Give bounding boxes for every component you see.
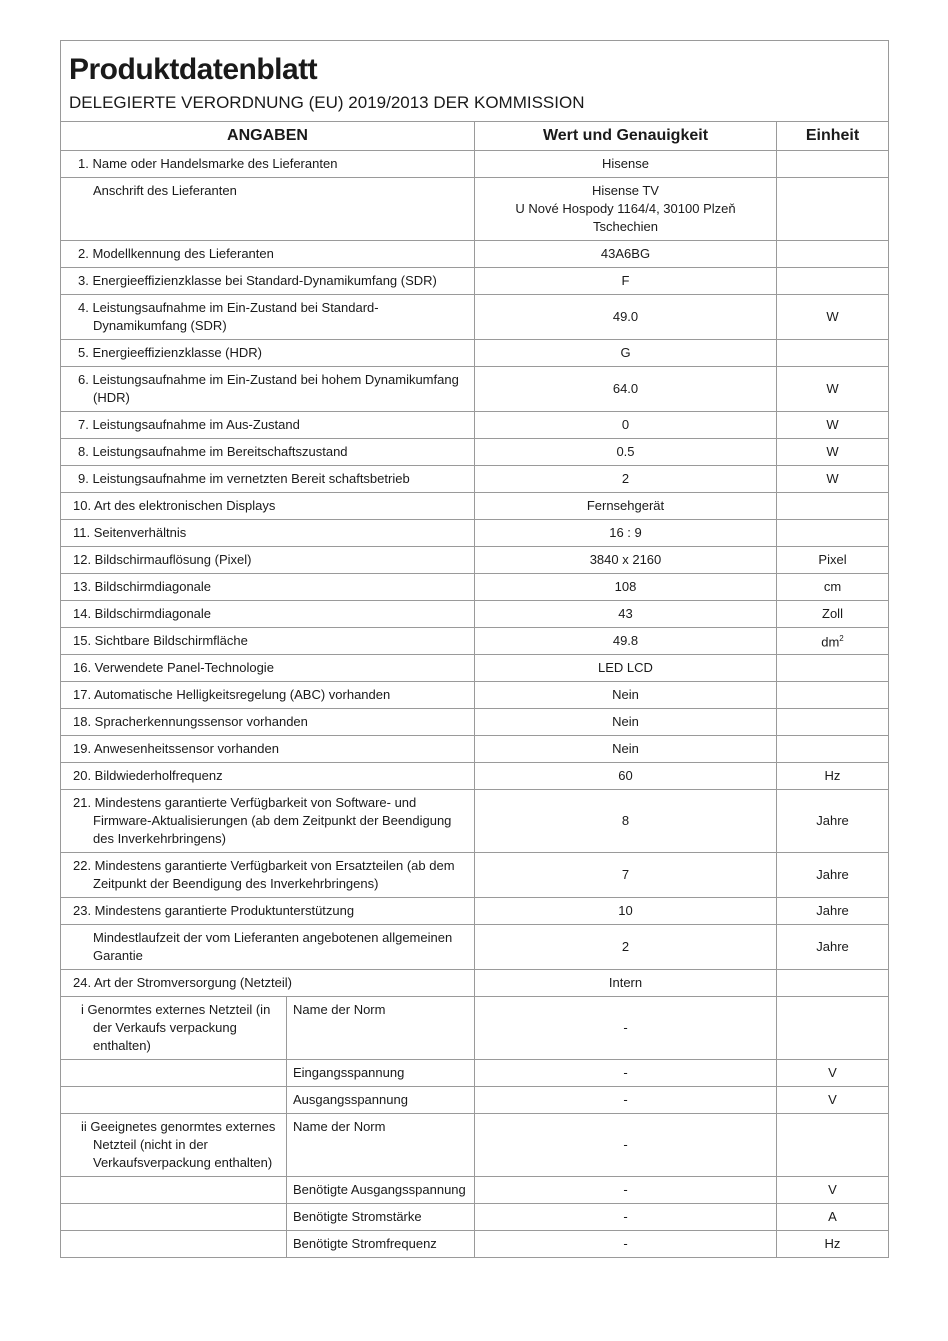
psu-item-value: - [475, 1087, 777, 1114]
product-data-sheet [60, 40, 888, 1258]
title-row [61, 41, 889, 122]
table-row [61, 898, 889, 925]
psu-group-empty [61, 1231, 287, 1258]
row-label: 12. Bildschirmauflösung (Pixel) [61, 547, 475, 574]
unit-text: Zoll [822, 606, 843, 621]
row-value: 8 [475, 790, 777, 853]
psu-item-value: - [475, 1177, 777, 1204]
table-row [61, 439, 889, 466]
psu-group-empty [61, 1087, 287, 1114]
row-label: 2. Modellkennung des Lieferanten [61, 241, 475, 268]
row-label: 24. Art der Stromversorgung (Netzteil) [61, 970, 475, 997]
row-value [475, 178, 777, 241]
table-row [61, 268, 889, 295]
row-label: 22. Mindestens garantierte Verfügbarkeit von Ersatzteilen (ab dem Zeitpunkt der Beendigung des Inverkehrbringens) [61, 853, 475, 898]
row-unit [777, 241, 889, 268]
row-unit [777, 709, 889, 736]
unit-text: W [826, 417, 839, 432]
row-unit [777, 763, 889, 790]
unit-text: Jahre [816, 903, 849, 918]
row-label: 16. Verwendete Panel-Technologie [61, 655, 475, 682]
psu-item-value: - [475, 997, 777, 1060]
table-row [61, 412, 889, 439]
row-unit [777, 295, 889, 340]
psu-row [61, 1060, 889, 1087]
psu-item-unit: A [777, 1204, 889, 1231]
row-value: 16 : 9 [475, 520, 777, 547]
psu-item-value: - [475, 1204, 777, 1231]
psu-rows [61, 997, 889, 1258]
psu-group-label: ii Geeignetes genormtes externes Netzteil (nicht in der Verkaufsverpackung enthalten) [61, 1114, 287, 1177]
row-label: 17. Automatische Helligkeitsregelung (ABC) vorhanden [61, 682, 475, 709]
table-row [61, 241, 889, 268]
row-value: 49.0 [475, 295, 777, 340]
row-label: 11. Seitenverhältnis [61, 520, 475, 547]
table-row [61, 466, 889, 493]
row-unit [777, 439, 889, 466]
unit-text: W [826, 471, 839, 486]
row-unit [777, 178, 889, 241]
title-cell [61, 41, 889, 122]
psu-item-unit: V [777, 1177, 889, 1204]
column-header-angaben: ANGABEN [61, 122, 475, 151]
row-label: 18. Spracherkennungssensor vorhanden [61, 709, 475, 736]
row-value: 2 [475, 466, 777, 493]
table-row [61, 574, 889, 601]
psu-item-value: - [475, 1060, 777, 1087]
row-unit [777, 736, 889, 763]
row-label: 3. Energieeffizienzklasse bei Standard-Dynamikumfang (SDR) [61, 268, 475, 295]
row-label: 9. Leistungsaufnahme im vernetzten Bereit schaftsbetrieb [61, 466, 475, 493]
psu-item-name: Eingangsspannung [287, 1060, 475, 1087]
row-unit [777, 898, 889, 925]
psu-item-name: Name der Norm [287, 997, 475, 1060]
table-row [61, 970, 889, 997]
row-value: 49.8 [475, 628, 777, 655]
table-row [61, 628, 889, 655]
row-value: Nein [475, 682, 777, 709]
row-unit [777, 412, 889, 439]
row-unit [777, 970, 889, 997]
row-value: LED LCD [475, 655, 777, 682]
row-value: Fernsehgerät [475, 493, 777, 520]
row-label: 23. Mindestens garantierte Produktunterstützung [61, 898, 475, 925]
row-label: Anschrift des Lieferanten [61, 178, 475, 241]
row-value: Intern [475, 970, 777, 997]
row-unit [777, 655, 889, 682]
row-label: 13. Bildschirmdiagonale [61, 574, 475, 601]
psu-row [61, 1177, 889, 1204]
address-line: Tschechien [592, 219, 659, 234]
row-label: 14. Bildschirmdiagonale [61, 601, 475, 628]
psu-item-name: Name der Norm [287, 1114, 475, 1177]
unit-superscript: 2 [839, 634, 844, 644]
page-title: Produktdatenblatt [69, 53, 318, 86]
table-row [61, 655, 889, 682]
row-label: 6. Leistungsaufnahme im Ein-Zustand bei hohem Dynamikumfang (HDR) [61, 367, 475, 412]
psu-item-unit [777, 997, 889, 1060]
unit-text: W [826, 381, 839, 396]
row-label: Mindestlaufzeit der vom Lieferanten angebotenen allgemeinen Garantie [61, 925, 475, 970]
row-value: F [475, 268, 777, 295]
row-label: 4. Leistungsaufnahme im Ein-Zustand bei Standard-Dynamikumfang (SDR) [61, 295, 475, 340]
table-row [61, 709, 889, 736]
table-row [61, 340, 889, 367]
row-value: 64.0 [475, 367, 777, 412]
table-row [61, 547, 889, 574]
row-label: 15. Sichtbare Bildschirmfläche [61, 628, 475, 655]
row-value: 108 [475, 574, 777, 601]
table-row [61, 178, 889, 241]
table-row [61, 601, 889, 628]
row-unit [777, 268, 889, 295]
unit-text: Pixel [818, 552, 847, 567]
unit-text: cm [823, 579, 842, 594]
psu-group-empty [61, 1177, 287, 1204]
row-value: Nein [475, 709, 777, 736]
table-row [61, 682, 889, 709]
spec-rows [61, 151, 889, 997]
psu-row [61, 1231, 889, 1258]
row-value: Nein [475, 736, 777, 763]
row-value: 2 [475, 925, 777, 970]
row-value: 7 [475, 853, 777, 898]
column-header-einheit: Einheit [777, 122, 889, 151]
table-row [61, 520, 889, 547]
row-label: 7. Leistungsaufnahme im Aus-Zustand [61, 412, 475, 439]
row-value: G [475, 340, 777, 367]
row-unit [777, 493, 889, 520]
row-unit [777, 340, 889, 367]
table-row [61, 925, 889, 970]
psu-item-value: - [475, 1114, 777, 1177]
row-label: 8. Leistungsaufnahme im Bereitschaftszustand [61, 439, 475, 466]
psu-item-unit: Hz [777, 1231, 889, 1258]
row-unit [777, 547, 889, 574]
row-unit [777, 466, 889, 493]
psu-group-empty [61, 1060, 287, 1087]
table-row [61, 763, 889, 790]
row-unit [777, 682, 889, 709]
spec-table [60, 40, 889, 1258]
row-value: 0 [475, 412, 777, 439]
row-label: 10. Art des elektronischen Displays [61, 493, 475, 520]
psu-group-empty [61, 1204, 287, 1231]
table-row [61, 790, 889, 853]
row-unit [777, 628, 889, 655]
unit-text: dm [821, 634, 840, 650]
column-header-wert: Wert und Genauigkeit [475, 122, 777, 151]
psu-item-name: Benötigte Ausgangsspannung [287, 1177, 475, 1204]
unit-text: Jahre [816, 867, 849, 882]
row-value: 43A6BG [475, 241, 777, 268]
row-unit [777, 601, 889, 628]
psu-row [61, 1087, 889, 1114]
psu-row [61, 1204, 889, 1231]
psu-item-name: Benötigte Stromstärke [287, 1204, 475, 1231]
row-unit [777, 574, 889, 601]
row-value: 10 [475, 898, 777, 925]
table-row [61, 295, 889, 340]
row-label: 1. Name oder Handelsmarke des Lieferanten [61, 151, 475, 178]
row-unit [777, 853, 889, 898]
row-label: 20. Bildwiederholfrequenz [61, 763, 475, 790]
table-row [61, 736, 889, 763]
row-unit [777, 367, 889, 412]
row-value: 0.5 [475, 439, 777, 466]
psu-item-unit: V [777, 1060, 889, 1087]
row-unit [777, 790, 889, 853]
row-unit [777, 151, 889, 178]
row-value: 3840 x 2160 [475, 547, 777, 574]
table-row [61, 151, 889, 178]
row-unit [777, 520, 889, 547]
psu-item-unit [777, 1114, 889, 1177]
row-value: Hisense [475, 151, 777, 178]
address-line: U Nové Hospody 1164/4, 30100 Plzeň [515, 201, 736, 216]
row-label: 19. Anwesenheitssensor vorhanden [61, 736, 475, 763]
unit-text: Jahre [816, 813, 849, 828]
psu-item-name: Benötigte Stromfrequenz [287, 1231, 475, 1258]
row-label: 21. Mindestens garantierte Verfügbarkeit von Software- und Firmware-Aktualisierungen (ab dem Zeitpunkt der Beendigung des Inverkehrbringens) [61, 790, 475, 853]
unit-text: Jahre [816, 939, 849, 954]
row-value: 60 [475, 763, 777, 790]
table-row [61, 367, 889, 412]
psu-item-unit: V [777, 1087, 889, 1114]
column-header-row [61, 122, 889, 151]
psu-group-label: i Genormtes externes Netzteil (in der Verkaufs verpackung enthalten) [61, 997, 287, 1060]
regulation-subtitle: DELEGIERTE VERORDNUNG (EU) 2019/2013 DER KOMMISSION [69, 93, 585, 112]
unit-text: W [826, 444, 839, 459]
address-line: Hisense TV [592, 183, 659, 198]
table-row [61, 493, 889, 520]
psu-row [61, 1114, 889, 1177]
table-row [61, 853, 889, 898]
psu-item-name: Ausgangsspannung [287, 1087, 475, 1114]
unit-text: W [826, 309, 839, 324]
row-unit [777, 925, 889, 970]
unit-text: Hz [824, 768, 841, 783]
row-label: 5. Energieeffizienzklasse (HDR) [61, 340, 475, 367]
row-value: 43 [475, 601, 777, 628]
psu-row [61, 997, 889, 1060]
psu-item-value: - [475, 1231, 777, 1258]
